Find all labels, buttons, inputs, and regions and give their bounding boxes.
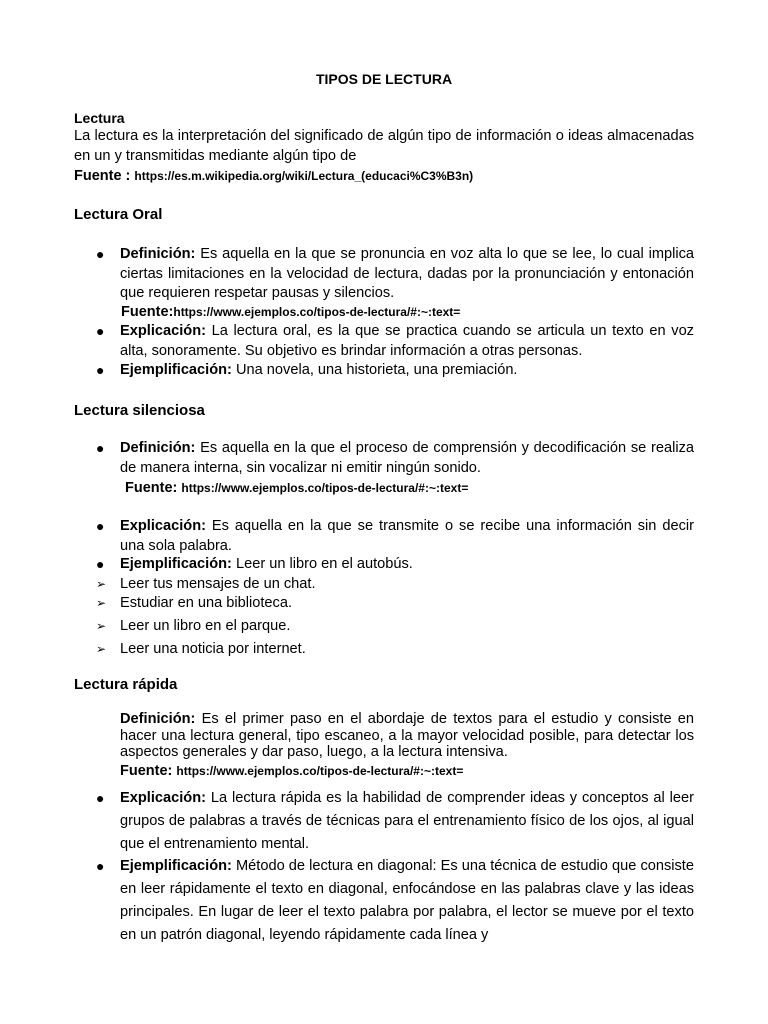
explanation-label: Explicación:: [120, 518, 206, 534]
section-heading-oral: Lectura Oral: [74, 206, 163, 223]
arrow-icon: ➢: [96, 596, 107, 610]
bullet-icon: ●: [96, 246, 105, 262]
fast-explanation: [120, 787, 694, 856]
definition-label: Definición:: [120, 246, 196, 262]
example-text: Método de lectura en diagonal: Es una técnica de estudio que consiste en leer rápidamente el texto en diagonal, enfocándose en las palabras clave y las ideas principales. En lugar de leer el texto palabra por palabra, el lector se mueve por el texto en un patrón diagonal, leyendo rápidamente cada línea y: [120, 858, 694, 943]
source-label: Fuente:: [121, 304, 174, 320]
bullet-icon: ●: [96, 518, 105, 534]
source-label: Fuente:: [125, 480, 178, 496]
explanation-label: Explicación:: [120, 323, 206, 339]
explanation-label: Explicación:: [120, 790, 206, 806]
arrow-icon: ➢: [96, 577, 107, 591]
definition-label: Definición:: [120, 711, 196, 727]
definition-label: Definición:: [120, 440, 196, 456]
arrow-icon: ➢: [96, 619, 107, 633]
intro-heading: Lectura: [74, 110, 125, 126]
example-label: Ejemplificación:: [120, 362, 232, 378]
fast-source: [120, 762, 463, 780]
document-title: TIPOS DE LECTURA: [315, 71, 453, 87]
source-url[interactable]: https://www.ejemplos.co/tipos-de-lectura/#:~:text=: [173, 305, 461, 319]
silent-source: [125, 479, 468, 497]
definition-text: Es aquella en la que se pronuncia en voz alta lo que se lee, lo cual implica ciertas limitaciones en la velocidad de lectura, dadas por la pronunciación y entonación que requieren respetar pausas y silencios.: [120, 246, 695, 301]
bullet-icon: ●: [96, 440, 105, 456]
source-url[interactable]: https://www.ejemplos.co/tipos-de-lectura/#:~:text=: [181, 481, 469, 495]
bullet-icon: ●: [96, 362, 105, 378]
source-label: Fuente:: [120, 763, 173, 779]
oral-explanation: [120, 322, 694, 361]
example-text: Una novela, una historieta, una premiación.: [235, 362, 518, 378]
silent-explanation: [120, 517, 694, 556]
silent-example: [120, 555, 694, 575]
example-label: Ejemplificación:: [120, 556, 232, 572]
oral-example: [120, 361, 694, 381]
source-url[interactable]: https://es.m.wikipedia.org/wiki/Lectura_(educaci%C3%B3n): [134, 169, 474, 183]
bullet-icon: ●: [96, 858, 105, 874]
bullet-icon: ●: [96, 556, 105, 572]
sub-item-text: Leer un libro en el parque.: [120, 618, 291, 634]
sub-item-text: Leer tus mensajes de un chat.: [120, 576, 316, 592]
fast-definition: [120, 711, 694, 761]
source-url[interactable]: https://www.ejemplos.co/tipos-de-lectura/#:~:text=: [176, 764, 464, 778]
fast-example: [120, 855, 694, 947]
definition-text: Es el primer paso en el abordaje de textos para el estudio y consiste en hacer una lectura general, tipo escaneo, a la mayor velocidad posible, para detectar los aspectos generales y dar paso, luego, a la lectura intensiva.: [120, 711, 694, 760]
sub-item-text: Leer una noticia por internet.: [120, 641, 306, 657]
bullet-icon: ●: [96, 323, 105, 339]
example-label: Ejemplificación:: [120, 858, 232, 874]
explanation-text: La lectura rápida es la habilidad de comprender ideas y conceptos al leer grupos de palabras a través de técnicas para el entrenamiento físico de los ojos, al igual que el entrenamiento mental.: [120, 790, 694, 852]
section-heading-silent: Lectura silenciosa: [74, 402, 205, 419]
explanation-text: Es aquella en la que se transmite o se recibe una información sin decir una sola palabra.: [120, 518, 694, 554]
arrow-icon: ➢: [96, 642, 107, 656]
section-heading-fast: Lectura rápida: [74, 676, 178, 693]
example-text: Leer un libro en el autobús.: [235, 556, 413, 572]
oral-source: [121, 303, 460, 321]
source-label: Fuente :: [74, 168, 131, 184]
silent-definition: [120, 439, 694, 478]
sub-item-text: Estudiar en una biblioteca.: [120, 595, 292, 611]
explanation-text: La lectura oral, es la que se practica cuando se articula un texto en voz alta, sonoramente. Su objetivo es brindar información a otras personas.: [120, 323, 694, 359]
intro-source: [74, 167, 473, 185]
bullet-icon: ●: [96, 790, 105, 806]
oral-definition: [120, 245, 694, 304]
intro-text: La lectura es la interpretación del significado de algún tipo de información o ideas almacenadas en un y transmitidas mediante algún tipo de: [74, 128, 694, 164]
definition-text: Es aquella en la que el proceso de comprensión y decodificación se realiza de manera interna, sin vocalizar ni emitir ningún sonido.: [120, 440, 694, 476]
